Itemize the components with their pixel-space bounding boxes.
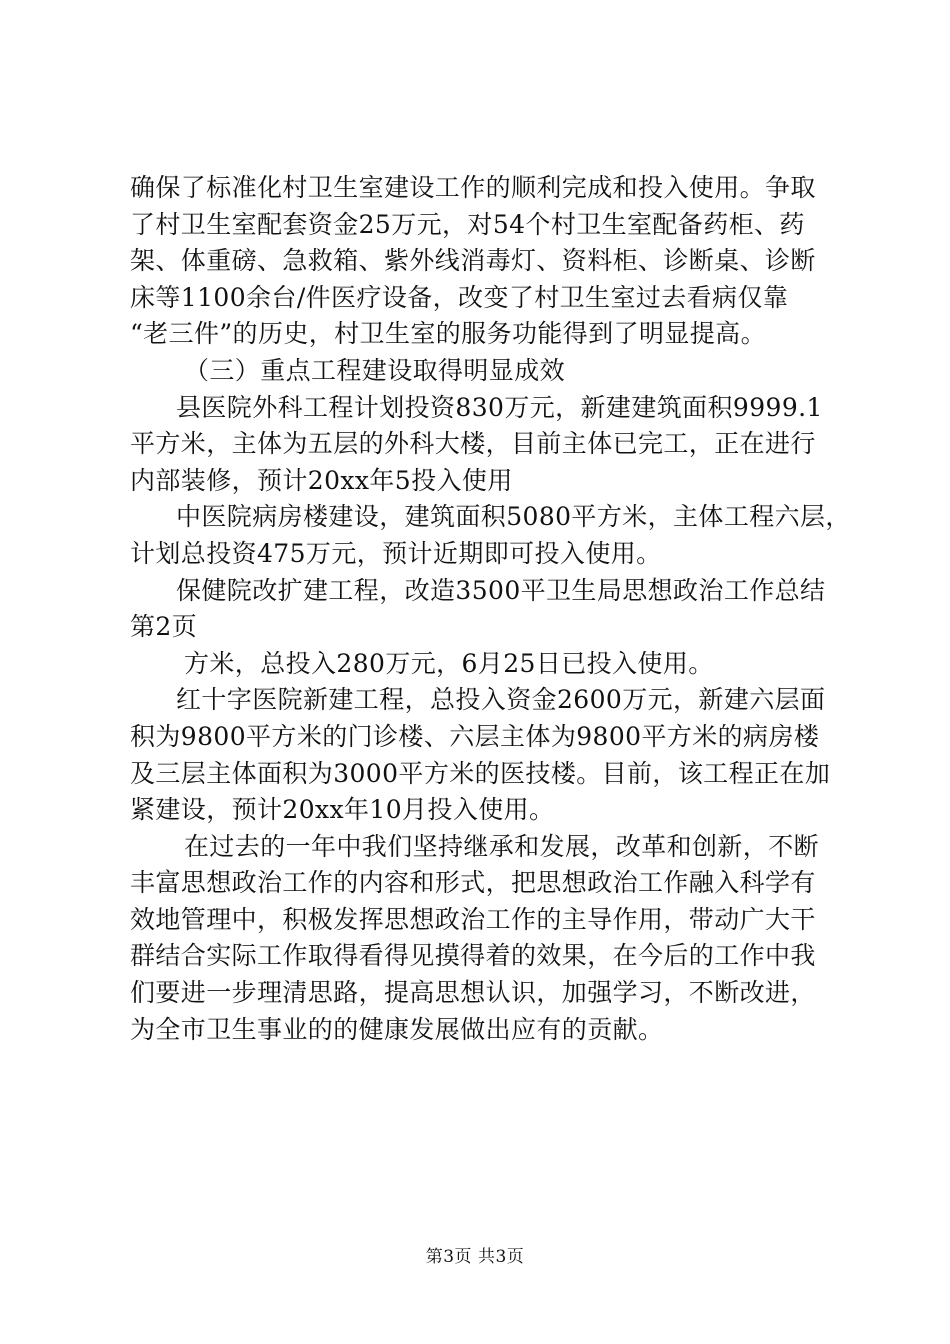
text-line: 了村卫生室配套资金25万元，对54个村卫生室配备药柜、药 (130, 209, 805, 239)
text-line: 红十字医院新建工程，总投入资金2600万元，新建六层面 (176, 685, 826, 715)
text-line: 保健院改扩建工程，改造3500平卫生局思想政治工作总结 (176, 575, 826, 605)
page-footer: 第3页 共3页 (425, 1247, 525, 1267)
text-line: 为全市卫生事业的的健康发展做出应有的贡献。 (130, 1014, 664, 1044)
document-body (130, 170, 851, 1048)
text-line: 县医院外科工程计划投资830万元，新建建筑面积9999.1 (176, 392, 823, 422)
text-line: 在过去的一年中我们坚持继承和发展，改革和创新，不断 (184, 831, 820, 861)
text-line: “老三件”的历史，村卫生室的服务功能得到了明显提高。 (130, 319, 766, 349)
text-line: 第2页 (130, 612, 198, 642)
text-line: 丰富思想政治工作的内容和形式，把思想政治工作融入科学有 (130, 868, 816, 898)
text-line: 架、体重磅、急救箱、紫外线消毒灯、资料柜、诊断桌、诊断 (130, 246, 816, 276)
text-line: 们要进一步理清思路，提高思想认识，加强学习，不断改进， (130, 978, 816, 1008)
text-line: 内部装修，预计20xx年5投入使用 (130, 465, 513, 495)
text-line: 计划总投资475万元，预计近期即可投入使用。 (130, 538, 662, 568)
text-line: 床等1100余台/件医疗设备，改变了村卫生室过去看病仅靠 (130, 282, 789, 312)
text-line: 确保了标准化村卫生室建设工作的顺利完成和投入使用。争取 (130, 173, 816, 202)
text-line: 中医院病房楼建设，建筑面积5080平方米，主体工程六层， (176, 502, 851, 532)
text-line: 平方米，主体为五层的外科大楼，目前主体已完工，正在进行 (130, 429, 816, 459)
section-heading: （三）重点工程建设取得明显成效 (184, 355, 566, 385)
text-line: 群结合实际工作取得看得见摸得着的效果，在今后的工作中我 (130, 941, 816, 971)
text-line: 紧建设，预计20xx年10月投入使用。 (130, 795, 555, 825)
text-line: 效地管理中，积极发挥思想政治工作的主导作用，带动广大干 (130, 904, 816, 934)
text-line: 及三层主体面积为3000平方米的医技楼。目前，该工程正在加 (130, 758, 831, 788)
text-line: 方米，总投入280万元，6月25日已投入使用。 (184, 648, 714, 678)
text-line: 积为9800平方米的门诊楼、六层主体为9800平方米的病房楼 (130, 721, 820, 751)
